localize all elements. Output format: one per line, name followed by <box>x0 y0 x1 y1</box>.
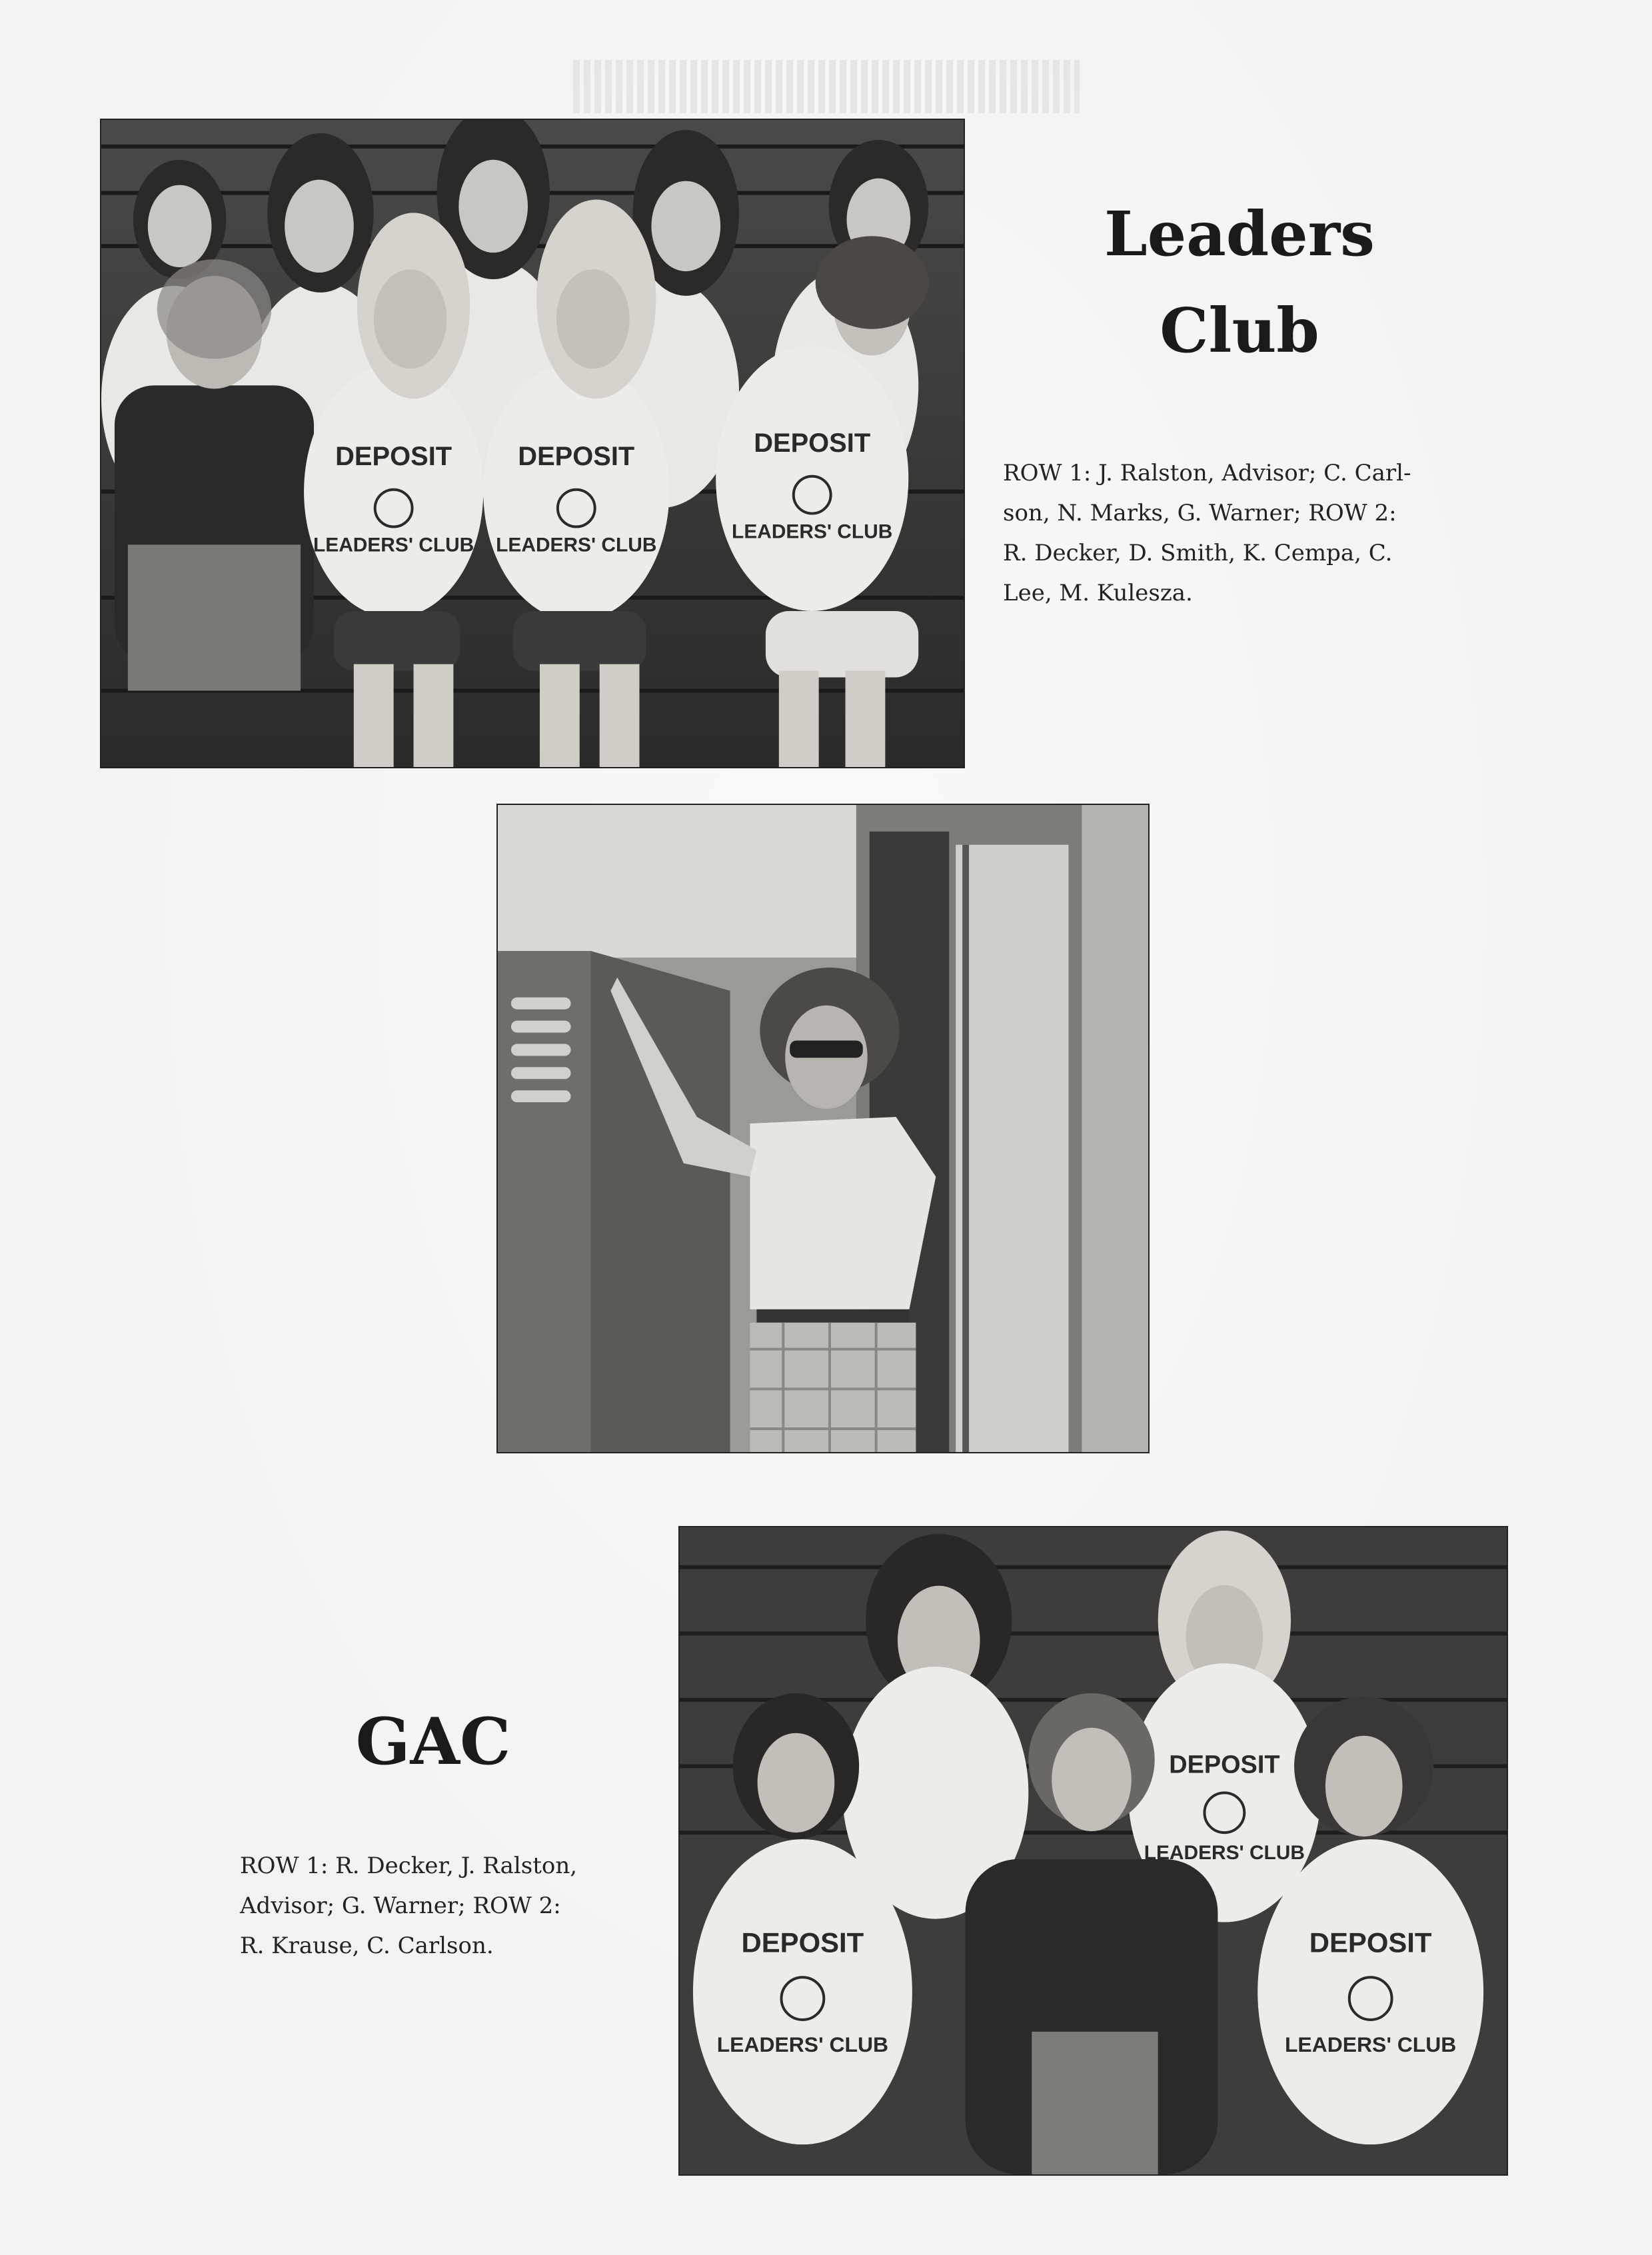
leaders-club-heading-line-2: Club <box>1160 295 1319 367</box>
leaders-club-caption <box>1003 453 1509 613</box>
gac-heading: GAC <box>355 1704 511 1779</box>
shirt-text-leaders-club: LEADERS' CLUB <box>1144 1841 1305 1864</box>
shirt-text-leaders-club: LEADERS' CLUB <box>1284 2032 1457 2056</box>
bleed-through-text <box>573 60 1080 113</box>
caption-line: ROW 1: J. Ralston, Advisor; C. Carl- <box>1003 460 1411 486</box>
shirt-text-deposit: DEPOSIT <box>335 441 452 471</box>
gac-group-photo <box>678 1526 1508 2176</box>
gac-caption <box>240 1846 666 1966</box>
caption-line: R. Krause, C. Carlson. <box>240 1932 494 1959</box>
shirt-text-deposit: DEPOSIT <box>741 1926 864 1958</box>
shirt-text-leaders-club: LEADERS' CLUB <box>732 520 893 543</box>
shirt-text-deposit: DEPOSIT <box>754 428 871 458</box>
leaders-club-heading-line-1: Leaders <box>1104 198 1375 270</box>
advisor-locker-photo <box>496 804 1150 1453</box>
shirt-text-leaders-club: LEADERS' CLUB <box>313 534 474 556</box>
shirt-text-deposit: DEPOSIT <box>518 441 635 471</box>
shirt-text-deposit: DEPOSIT <box>1169 1751 1280 1779</box>
caption-line: Lee, M. Kulesza. <box>1003 580 1193 606</box>
shirt-text-deposit: DEPOSIT <box>1309 1926 1432 1958</box>
caption-line: son, N. Marks, G. Warner; ROW 2: <box>1003 500 1397 526</box>
gac-photo-art <box>680 1527 1507 2174</box>
shirt-text-leaders-club: LEADERS' CLUB <box>496 534 657 556</box>
leaders-club-photo-art <box>101 120 964 767</box>
caption-line: R. Decker, D. Smith, K. Cempa, C. <box>1003 540 1393 566</box>
locker-photo-art <box>498 805 1148 1452</box>
caption-line: Advisor; G. Warner; ROW 2: <box>240 1892 561 1919</box>
caption-line: ROW 1: R. Decker, J. Ralston, <box>240 1853 578 1879</box>
shirt-text-leaders-club: LEADERS' CLUB <box>716 2032 889 2056</box>
leaders-club-group-photo <box>100 119 965 768</box>
